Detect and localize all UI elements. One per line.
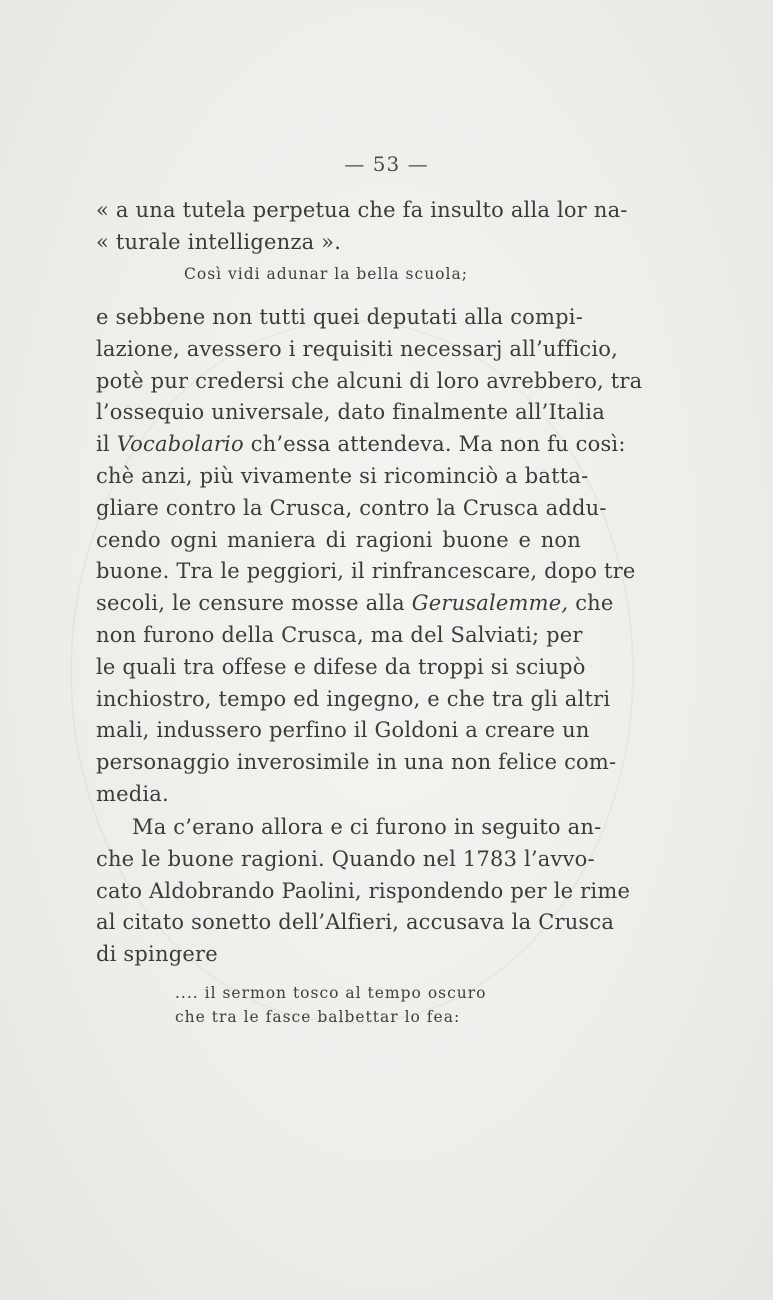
text-run: secoli, le censure mosse alla	[96, 591, 405, 616]
text-line: lazione, avessero i requisiti necessarj all’ufficio,	[96, 336, 619, 361]
text-line: buone. Tra le peggiori, il rinfrancescare, dopo tre	[96, 559, 636, 584]
text-line	[96, 588, 614, 620]
text-line: Ma c’erano allora e ci furono in seguito an-	[132, 815, 602, 839]
text-line: e sebbene non tutti quei deputati alla compi-	[96, 305, 583, 329]
text-line: « a una tutela perpetua che fa insulto alla lor na-	[96, 198, 628, 222]
text-line: al citato sonetto dell’Alfieri, accusava la Crusca	[96, 910, 615, 935]
italic-title: Gerusalemme,	[411, 591, 569, 616]
text-line: di spingere	[96, 942, 218, 967]
text-line: potè pur credersi che alcuni di loro avrebbero, tra	[96, 368, 643, 393]
text-line: non furono della Crusca, ma del Salviati; per	[96, 622, 583, 647]
text-line	[96, 429, 626, 461]
text-line: gliare contro la Crusca, contro la Crusca addu-	[96, 495, 607, 520]
text-run: il	[96, 432, 110, 457]
text-line: « turale intelligenza ».	[96, 229, 342, 254]
opening-quote-block	[96, 195, 628, 259]
text-line: che le buone ragioni. Quando nel 1783 l’avvo-	[96, 846, 595, 871]
paragraph-2	[96, 812, 631, 971]
italic-title: Vocabolario	[116, 432, 244, 457]
text-line: cendo ogni maniera di ragioni buone e non	[96, 527, 581, 552]
verse-line: che tra le fasce balbettar lo fea:	[175, 1008, 461, 1026]
verse-quote-1	[184, 262, 468, 286]
text-run: che	[575, 591, 614, 616]
text-line: le quali tra offese e difese da troppi si sciupò	[96, 654, 586, 679]
text-line: personaggio inverosimile in una non felice com-	[96, 750, 617, 775]
verse-line: Così vidi adunar la bella scuola;	[184, 265, 468, 283]
text-line: l’ossequio universale, dato finalmente all’Italia	[96, 400, 605, 425]
text-run: ch’essa attendeva. Ma non fu così:	[250, 432, 626, 457]
text-line: chè anzi, più vivamente si ricominciò a batta-	[96, 463, 589, 488]
verse-line: .... il sermon tosco al tempo oscuro	[175, 984, 487, 1002]
text-line: inchiostro, tempo ed ingegno, e che tra gli altri	[96, 686, 611, 711]
text-line: media.	[96, 781, 169, 806]
text-line: mali, indussero perfino il Goldoni a creare un	[96, 718, 590, 743]
paragraph-1	[96, 302, 643, 811]
verse-quote-2	[175, 981, 487, 1029]
page-number: — 53 —	[344, 152, 429, 176]
text-line: cato Aldobrando Paolini, rispondendo per le rime	[96, 878, 631, 903]
